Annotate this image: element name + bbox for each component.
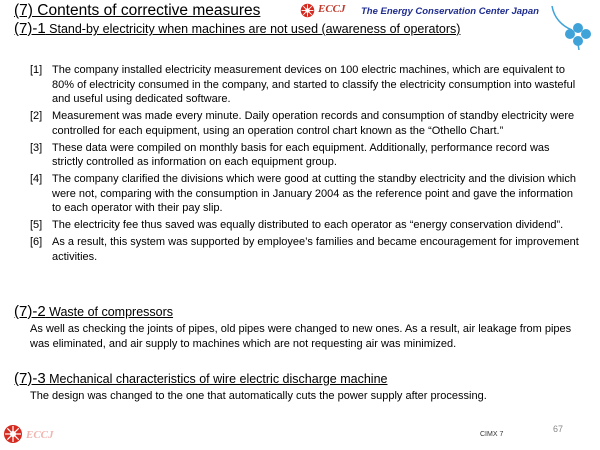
- slide-header: [0, 0, 600, 20]
- section-number: (7)-2: [14, 303, 46, 320]
- slide-title: (7) Contents of corrective measures: [14, 2, 261, 19]
- item-text: These data were compiled on monthly basis for each equipment. Additionally, performance record was strictly controlled as information on each equipment group.: [52, 141, 550, 169]
- item-number: [2]: [30, 110, 43, 123]
- eccj-footer-logo-icon: [3, 424, 23, 444]
- section-title-7-3: [14, 370, 387, 387]
- list-item: [30, 141, 590, 170]
- item-text: The company installed electricity measurement devices on 100 electric machines, which are equivalent to 80% of electricity consumed in the company, and started to classify the electricity consumption into wasteful and useful using dedicated software.: [52, 64, 576, 106]
- list-item: [30, 109, 590, 138]
- slide-code: CIMX 7: [480, 431, 504, 438]
- item-number: [3]: [30, 141, 43, 154]
- clover-logo-icon: [548, 4, 592, 50]
- org-abbr: ECCJ: [318, 3, 346, 15]
- item-number: [4]: [30, 173, 43, 186]
- item-number: [6]: [30, 236, 43, 249]
- list-item: [30, 235, 590, 264]
- section-number: (7)-1: [14, 20, 46, 37]
- section-body: As well as checking the joints of pipes, old pipes were changed to new ones. As a result, air leakage from pipes was eliminated, and air supply to machines which are not requesting air was minimized.: [30, 323, 572, 350]
- list-item: [30, 172, 590, 216]
- section-body: The design was changed to the one that automatically cuts the power supply after processing.: [30, 390, 487, 402]
- org-name: The Energy Conservation Center Japan: [361, 6, 539, 17]
- item-text: As a result, this system was supported by employee’s families and became encouragement for improvement activities.: [52, 236, 579, 263]
- item-text: Measurement was made every minute. Daily operation records and consumption of standby electricity were controlled for each equipment, using an operation control chart known as the “Othello Chart.”: [52, 110, 575, 137]
- footer-org-abbr: ECCJ: [26, 429, 54, 441]
- measure-list: [30, 63, 590, 267]
- item-number: [5]: [30, 219, 43, 232]
- list-item: [30, 218, 590, 233]
- item-number: [1]: [30, 64, 43, 76]
- item-text: The electricity fee thus saved was equally distributed to each operator as “energy conservation dividend”.: [52, 219, 564, 232]
- section-heading: Stand-by electricity when machines are not used (awareness of operators): [45, 22, 461, 36]
- eccj-logo-icon: [300, 3, 315, 18]
- section-title-7-2: [14, 303, 173, 320]
- section-heading: Mechanical characteristics of wire electric discharge machine: [45, 372, 388, 386]
- section-title-7-1: [14, 20, 460, 37]
- section-heading: Waste of compressors: [45, 305, 174, 319]
- item-text: The company clarified the divisions which were good at cutting the standby electricity and the division which were not, comparing with the consumption in January 2004 as the reference point and gave the information to each operator with their pay slip.: [52, 173, 576, 215]
- list-item: [30, 63, 590, 107]
- section-number: (7)-3: [14, 370, 46, 387]
- page-number: 67: [553, 424, 564, 434]
